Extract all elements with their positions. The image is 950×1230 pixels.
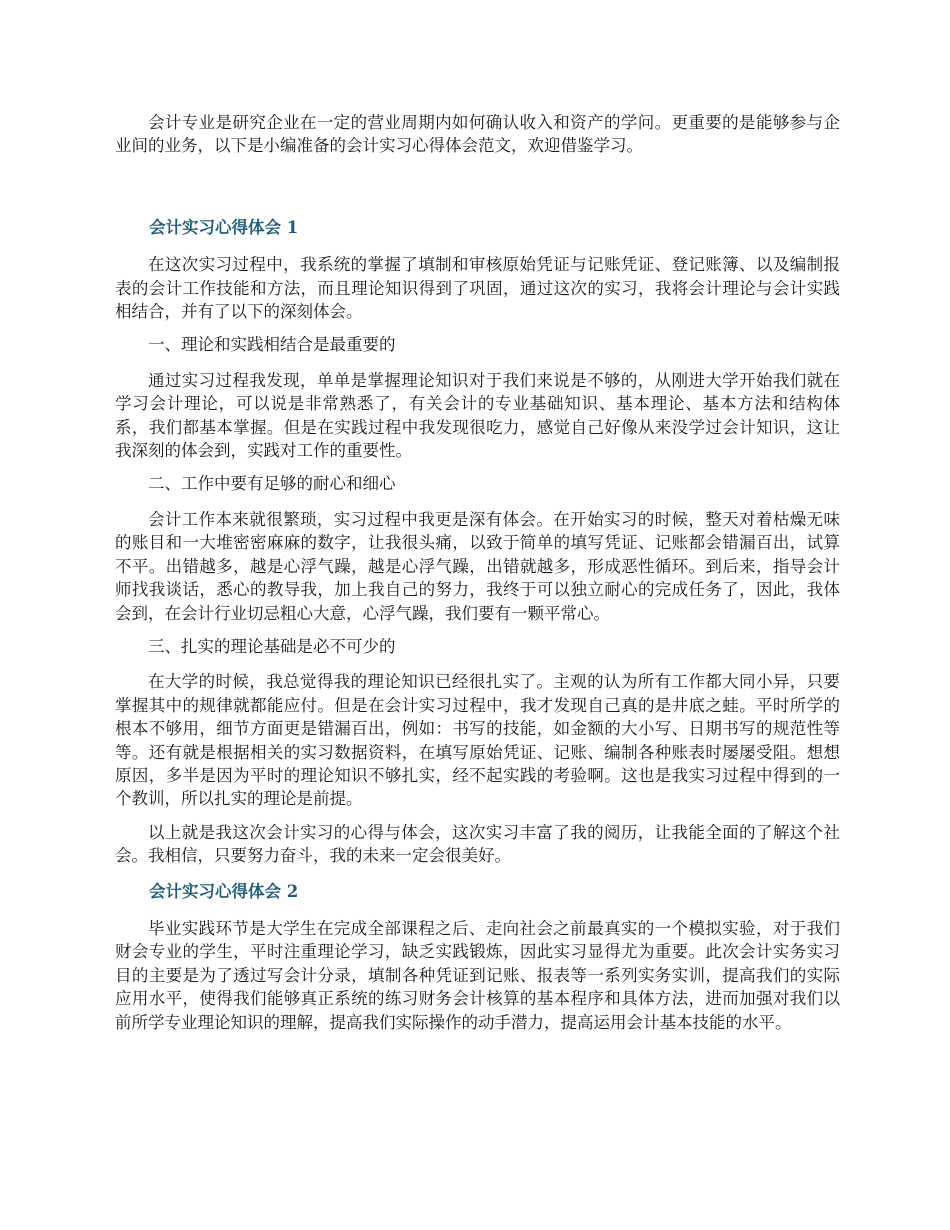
spacer: [115, 239, 840, 253]
spacer: [115, 496, 840, 508]
spacer: [115, 811, 840, 821]
article1-paragraph-2: 通过实习过程我发现，单单是掌握理论知识对于我们来说是不够的，从刚进大学开始我们就在学习会计理论，可以说是非常熟悉了，有关会计的专业基础知识、基本理论、基本方法和结构体系，我们都基本掌握。但是在实践过程中我发现很吃力，感觉自己好像从来没学过会计知识，这让我深刻的体会到，实践对工作的重要性。: [115, 370, 840, 461]
spacer: [115, 658, 840, 670]
article1-paragraph-5: 以上就是我这次会计实习的心得与体会，这次实习丰富了我的阅历，让我能全面的了解这个社会。我相信，只要努力奋斗，我的未来一定会很美好。: [115, 822, 840, 866]
article1-paragraph-1: 在这次实习过程中，我系统的掌握了填制和审核原始凭证与记账凭证、登记账簿、以及编制报表的会计工作技能和方法，而且理论知识得到了巩固，通过这次的实习，我将会计理论与会计实践相结合，并有了以下的深刻体会。: [115, 255, 840, 322]
article2-paragraph-1: 毕业实践环节是大学生在完成全部课程之后、走向社会之前最真实的一个模拟实验，对于我们财会专业的学生，平时注重理论学习，缺乏实践锻炼，因此实习显得尤为重要。此次会计实务实习目的主要是为了透过写会计分录，填制各种凭证到记账、报表等一系列实务实训，提高我们的实际应用水平，使得我们能够真正系统的练习财务会计核算的基本程序和具体方法，进而加强对我们以前所学专业理论知识的理解，提高我们实际操作的动手潜力，提高运用会计基本技能的水平。: [115, 918, 840, 1032]
spacer: [115, 357, 840, 369]
spacer: [115, 868, 840, 880]
article1-paragraph-3: 会计工作本来就很繁琐，实习过程中我更是深有体会。在开始实习的时候，整天对着枯燥无味的账目和一大堆密密麻麻的数字，让我很头痛，以致于简单的填写凭证、记账都会错漏百出，试算不平。出错越多，越是心浮气躁，越是心浮气躁，出错就越多，形成恶性循环。到后来，指导会计师找我谈话，悉心的教导我，加上我自己的努力，我终于可以独立耐心的完成任务了，因此，我体会到，在会计行业切忌粗心大意，心浮气躁，我们要有一颗平常心。: [115, 509, 840, 623]
spacer: [115, 462, 840, 472]
article1-heading: 会计实习心得体会 1: [149, 217, 299, 237]
article1-section-title-2: 二、工作中要有足够的耐心和细心: [148, 474, 396, 494]
article1-section-title-3: 三、扎实的理论基础是必不可少的: [148, 636, 396, 656]
article1-paragraph-4: 在大学的时候，我总觉得我的理论知识已经很扎实了。主观的认为所有工作都大同小异，只要掌握其中的规律就都能应付。但是在会计实习过程中，我才发现自己真的是井底之蛙。平时所学的根本不够用，细节方面更是错漏百出，例如：书写的技能，如金额的大小写、日期书写的规范性等等。还有就是根据相关的实习数据资料，在填写原始凭证、记账、编制各种账表时屡屡受阻。想想原因，多半是因为平时的理论知识不够扎实，经不起实践的考验啊。这也是我实习过程中得到的一个教训，所以扎实的理论是前提。: [115, 672, 840, 809]
article2-heading: 会计实习心得体会 2: [149, 881, 299, 901]
document-page: [115, 111, 840, 1034]
spacer: [115, 158, 840, 216]
article1-section-title-1: 一、理论和实践相结合是最重要的: [148, 335, 396, 355]
spacer: [115, 903, 840, 917]
spacer: [115, 323, 840, 333]
spacer: [115, 625, 840, 635]
intro-paragraph: 会计专业是研究企业在一定的营业周期内如何确认收入和资产的学问。更重要的是能够参与企业间的业务，以下是小编准备的会计实习心得体会范文，欢迎借鉴学习。: [115, 113, 840, 156]
